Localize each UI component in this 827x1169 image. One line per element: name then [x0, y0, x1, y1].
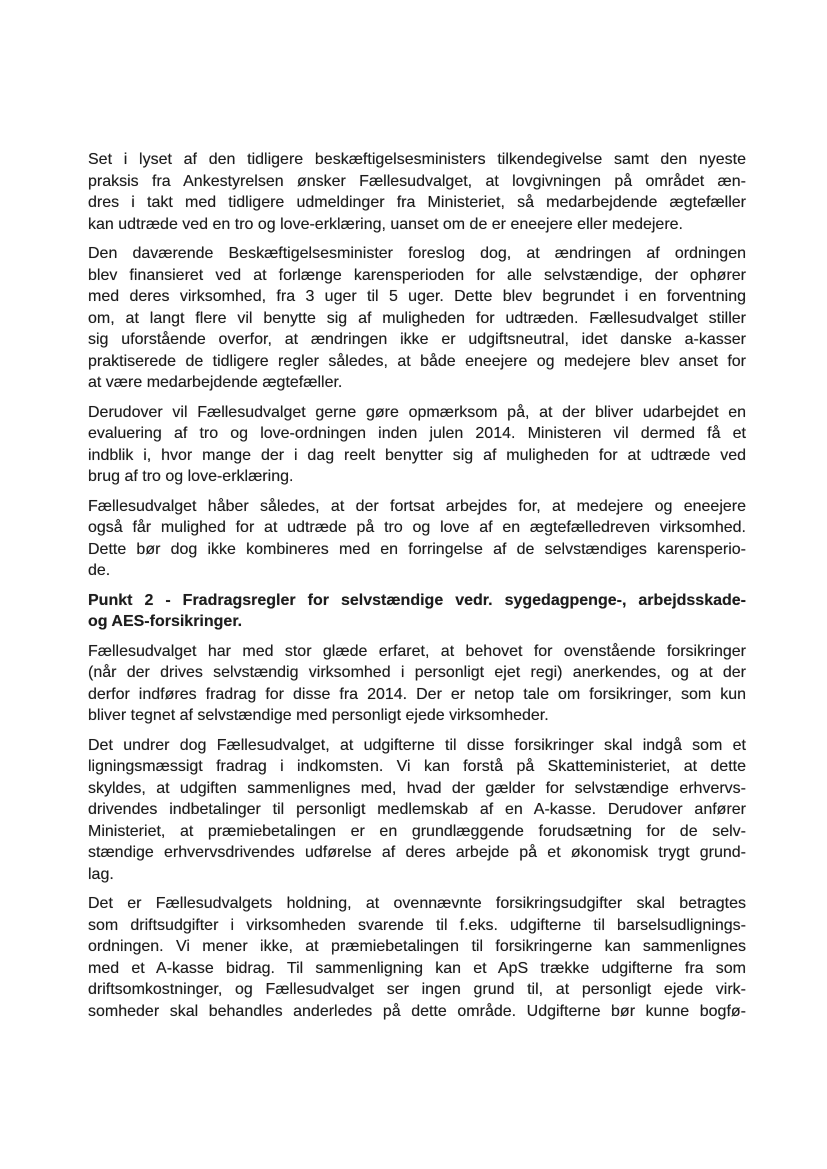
paragraph — [88, 243, 746, 394]
text-line: Dette bør dog ikke kombineres med en forringelse af de selvstændiges karensperio- — [88, 540, 746, 558]
text-line: somheder skal behandles anderledes på dette område. Udgifterne bør kunne bogfø- — [88, 1002, 746, 1020]
text-line: indblik i, hvor mange der i dag reelt benytter sig af muligheden for at udtræde ved — [88, 446, 746, 464]
text-line: bliver tegnet af selvstændige med personligt ejede virksomheder. — [88, 707, 549, 724]
text-line: ligningsmæssigt fradrag i indkomsten. Vi kan forstå på Skatteministeriet, at dette — [88, 758, 746, 775]
paragraph — [88, 893, 746, 1022]
text-line: Ministeriet, at præmiebetalingen er en grundlæggende forudsætning for de selv- — [88, 822, 746, 840]
text-line: drivendes indbetalinger til personligt medlemskab af en A-kasse. Derudover anfører — [88, 801, 746, 818]
text-line: som driftsudgifter i virksomheden svarende til f.eks. udgifterne til barselsudlignings- — [88, 916, 746, 934]
text-line: stændige erhvervsdrivendes udførelse af deres arbejde på et økonomisk trygt grund- — [88, 844, 746, 861]
text-line: sig uforstående overfor, at ændringen ikke er udgiftsneutral, idet danske a-kasser — [88, 331, 746, 348]
text-line: Derudover vil Fællesudvalget gerne gøre opmærksom på, at der bliver udarbejdet en — [88, 403, 746, 421]
text-line: driftsomkostninger, og Fællesudvalget ser ingen grund til, at personligt ejede virk- — [88, 981, 746, 998]
text-line: og AES-forsikringer. — [88, 613, 243, 630]
section-heading — [88, 590, 746, 633]
text-line: Fællesudvalget håber således, at der fortsat arbejdes for, at medejere og eneejere — [88, 497, 746, 515]
text-line: brug af tro og love-erklæring. — [88, 468, 294, 485]
text-line: Punkt 2 - Fradragsregler for selvstændige vedr. sygedagpenge-, arbejdsskade- — [88, 591, 746, 609]
paragraph — [88, 641, 746, 727]
text-line: kan udtræde ved en tro og love-erklæring, uanset om de er eneejere eller medejere. — [88, 215, 683, 233]
paragraph — [88, 496, 746, 582]
text-line: om, at langt flere vil benytte sig af muligheden for udtræden. Fællesudvalget stiller — [88, 309, 746, 327]
text-line: skyldes, at udgiften sammenlignes med, hvad der gælder for selvstændige erhvervs- — [88, 779, 746, 797]
text-line: Fællesudvalget har med stor glæde erfaret, at behovet for ovenstående forsikringer — [88, 642, 746, 660]
text-line: med et A-kasse bidrag. Til sammenligning kan et ApS trække udgifterne fra som — [88, 959, 746, 977]
text-line: Det undrer dog Fællesudvalget, at udgifterne til disse forsikringer skal indgå som et — [88, 736, 746, 754]
paragraph — [88, 402, 746, 488]
text-line: Set i lyset af den tidligere beskæftigelsesministers tilkendegivelse samt den nyeste — [88, 151, 746, 168]
text-line: evaluering af tro og love-ordningen inden julen 2014. Ministeren vil dermed få et — [88, 425, 746, 442]
text-line: dres i takt med tidligere udmeldinger fra Ministeriet, så medarbejdende ægtefæller — [88, 194, 746, 211]
text-line: blev finansieret ved at forlænge karensperioden for alle selvstændige, der ophører — [88, 266, 746, 284]
text-line: derfor indføres fradrag for disse fra 2014. Der er netop tale om forsikringer, som kun — [88, 685, 746, 703]
text-line: Det er Fællesudvalgets holdning, at ovennævnte forsikringsudgifter skal betragtes — [88, 895, 746, 912]
text-line: lag. — [88, 865, 114, 883]
text-line: praktiserede de tidligere regler således, at både eneejere og medejere blev anset for — [88, 352, 746, 370]
text-line: at være medarbejdende ægtefæller. — [88, 374, 343, 391]
text-line: (når der drives selvstændig virksomhed i personligt ejet regi) anerkendes, og at der — [88, 664, 746, 681]
text-line: Den daværende Beskæftigelsesminister foreslog dog, at ændringen af ordningen — [88, 245, 746, 262]
text-line: praksis fra Ankestyrelsen ønsker Fællesudvalget, at lovgivningen på området æn- — [88, 172, 746, 190]
text-line: med deres virksomhed, fra 3 uger til 5 uger. Dette blev begrundet i en forventning — [88, 288, 746, 305]
paragraph — [88, 149, 746, 235]
text-line: også får mulighed for at udtræde på tro og love af en ægtefælledreven virksomhed. — [88, 519, 746, 536]
paragraph — [88, 735, 746, 886]
text-line: de. — [88, 562, 111, 579]
text-line: ordningen. Vi mener ikke, at præmiebetalingen til forsikringerne kan sammenlignes — [88, 938, 746, 955]
